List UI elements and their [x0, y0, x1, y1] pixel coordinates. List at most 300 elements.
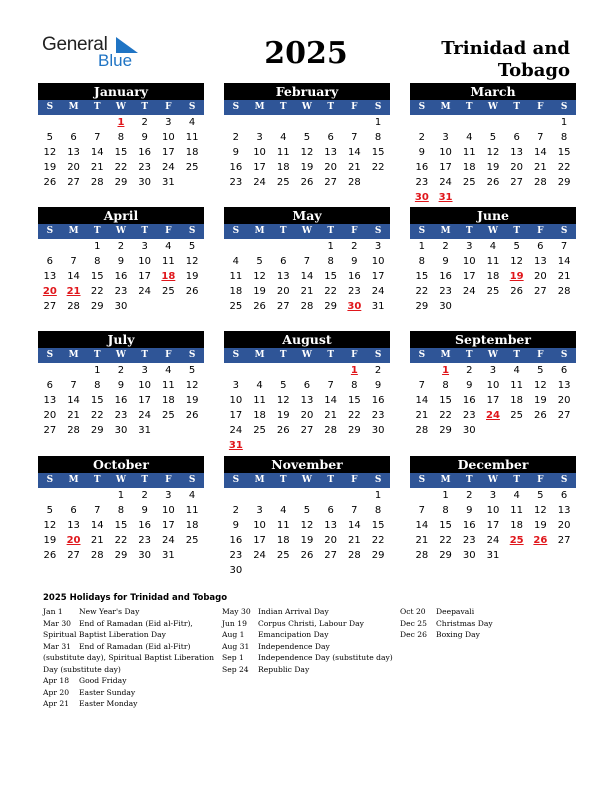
empty-cell	[505, 115, 529, 130]
day-cell: 6	[303, 380, 311, 391]
day-cell: 19	[43, 162, 57, 173]
weekday-label: S	[418, 102, 426, 112]
day-cell: 8	[374, 505, 382, 516]
holiday-entry	[43, 687, 214, 699]
weekday-label: T	[465, 350, 473, 360]
holiday-day: 1	[350, 365, 358, 376]
day-cell: 18	[486, 271, 500, 282]
empty-cell	[224, 488, 248, 503]
day-cell: 10	[486, 380, 500, 391]
weekday-label: M	[254, 350, 265, 360]
day-cell: 13	[67, 147, 80, 158]
holiday-name: Emancipation Day	[258, 630, 329, 639]
weekday-label: M	[68, 475, 79, 485]
day-cell: 2	[466, 365, 473, 376]
day-cell: 13	[43, 271, 57, 282]
day-cell: 21	[67, 410, 80, 421]
day-cell: 1	[374, 117, 382, 128]
day-cell: 5	[537, 490, 544, 501]
weekday-header	[410, 100, 576, 115]
weekday-label: S	[232, 226, 240, 236]
day-cell: 25	[253, 425, 266, 436]
day-grid	[410, 115, 576, 205]
day-cell: 2	[232, 505, 240, 516]
holiday-day: 18	[161, 271, 176, 282]
weekday-label: M	[68, 226, 79, 236]
weekday-label: T	[465, 226, 473, 236]
day-cell: 9	[117, 380, 125, 391]
day-cell: 7	[303, 256, 311, 267]
day-cell: 21	[415, 535, 429, 546]
holiday-date: Mar 30	[43, 618, 72, 628]
day-cell: 25	[276, 177, 290, 188]
weekday-label: T	[465, 475, 473, 485]
month-name: April	[38, 207, 204, 224]
day-cell: 14	[557, 256, 571, 267]
empty-cell	[62, 488, 86, 503]
day-cell: 11	[253, 395, 266, 406]
empty-cell	[38, 363, 62, 378]
day-cell: 10	[229, 395, 243, 406]
weekday-label: T	[93, 226, 101, 236]
day-cell: 17	[439, 162, 452, 173]
day-grid	[224, 115, 390, 190]
empty-cell	[295, 488, 319, 503]
holiday-entry	[222, 629, 393, 641]
month-name: February	[224, 83, 390, 100]
day-cell: 12	[300, 520, 314, 531]
day-cell: 3	[165, 117, 172, 128]
day-cell: 3	[165, 490, 172, 501]
day-cell: 28	[348, 550, 361, 561]
day-cell: 30	[462, 425, 476, 436]
day-cell: 8	[374, 132, 382, 143]
day-cell: 26	[185, 286, 199, 297]
weekday-label: S	[188, 350, 196, 360]
month-name: August	[224, 331, 390, 348]
holiday-day: 1	[442, 365, 450, 376]
day-cell: 3	[141, 365, 148, 376]
day-cell: 17	[138, 395, 152, 406]
holiday-entry	[222, 641, 393, 653]
empty-cell	[295, 363, 319, 378]
day-cell: 14	[67, 395, 80, 406]
day-cell: 12	[486, 147, 500, 158]
day-cell: 14	[90, 520, 104, 531]
holiday-name: Christmas Day	[436, 618, 493, 628]
day-cell: 8	[327, 256, 334, 267]
day-cell: 30	[138, 550, 152, 561]
day-cell: 31	[371, 301, 385, 312]
weekday-label: M	[440, 475, 451, 485]
day-cell: 14	[415, 395, 429, 406]
day-cell: 11	[185, 132, 199, 143]
weekday-label: T	[141, 102, 149, 112]
day-cell: 26	[300, 177, 314, 188]
day-cell: 13	[510, 147, 524, 158]
day-cell: 18	[253, 410, 266, 421]
weekday-label: W	[115, 475, 127, 485]
day-cell: 2	[232, 132, 240, 143]
weekday-label: S	[374, 350, 382, 360]
holiday-entry	[43, 641, 214, 653]
weekday-label: S	[232, 102, 240, 112]
day-cell: 4	[513, 490, 520, 501]
day-cell: 7	[537, 132, 544, 143]
day-cell: 28	[300, 301, 314, 312]
weekday-label: T	[279, 226, 287, 236]
empty-cell	[38, 115, 62, 130]
empty-cell	[434, 115, 458, 130]
day-cell: 25	[185, 535, 199, 546]
day-cell: 25	[462, 177, 476, 188]
weekday-label: W	[115, 102, 127, 112]
day-cell: 16	[348, 271, 361, 282]
day-cell: 28	[415, 550, 429, 561]
day-cell: 19	[300, 162, 314, 173]
day-cell: 20	[67, 162, 80, 173]
day-cell: 24	[462, 286, 476, 297]
day-cell: 1	[418, 241, 426, 252]
weekday-label: M	[254, 102, 265, 112]
empty-cell	[85, 488, 109, 503]
day-cell: 20	[324, 535, 338, 546]
day-cell: 28	[67, 425, 80, 436]
day-cell: 8	[560, 132, 568, 143]
day-cell: 18	[185, 520, 199, 531]
day-cell: 2	[141, 490, 148, 501]
weekday-label: F	[537, 475, 544, 485]
day-cell: 13	[557, 380, 571, 391]
month-march	[410, 83, 576, 205]
weekday-label: F	[351, 226, 358, 236]
weekday-label: M	[440, 350, 451, 360]
day-cell: 14	[67, 271, 80, 282]
day-cell: 5	[537, 365, 544, 376]
day-cell: 11	[510, 380, 524, 391]
day-cell: 9	[232, 520, 240, 531]
weekday-label: F	[165, 475, 172, 485]
day-cell: 24	[439, 177, 452, 188]
holiday-name: Independence Day (substitute day)	[258, 653, 393, 662]
weekday-label: W	[115, 350, 127, 360]
holiday-name: Corpus Christi, Labour Day	[258, 618, 364, 628]
day-cell: 19	[43, 535, 57, 546]
day-cell: 14	[415, 520, 429, 531]
day-cell: 19	[276, 410, 290, 421]
empty-cell	[62, 363, 86, 378]
day-cell: 11	[229, 271, 243, 282]
day-cell: 4	[513, 365, 520, 376]
day-cell: 2	[374, 365, 382, 376]
day-cell: 6	[327, 505, 334, 516]
day-cell: 28	[415, 425, 429, 436]
empty-cell	[224, 239, 248, 254]
day-cell: 21	[534, 162, 547, 173]
month-may	[224, 207, 390, 314]
day-cell: 22	[557, 162, 571, 173]
month-name: January	[38, 83, 204, 100]
holiday-date: Aug 31	[222, 641, 250, 651]
weekday-label: W	[301, 226, 313, 236]
weekday-label: S	[560, 102, 568, 112]
day-cell: 3	[256, 505, 263, 516]
empty-cell	[457, 115, 481, 130]
holiday-date: Sep 1	[222, 653, 244, 662]
weekday-label: W	[487, 475, 499, 485]
holiday-entry	[43, 698, 214, 710]
day-cell: 4	[232, 256, 240, 267]
day-cell: 10	[162, 132, 175, 143]
day-cell: 2	[117, 241, 125, 252]
day-cell: 20	[534, 271, 547, 282]
weekday-label: M	[68, 102, 79, 112]
day-cell: 20	[43, 410, 57, 421]
day-cell: 10	[138, 256, 152, 267]
day-cell: 4	[280, 132, 287, 143]
day-cell: 6	[70, 132, 77, 143]
day-cell: 25	[510, 410, 524, 421]
month-name: November	[224, 456, 390, 473]
day-cell: 14	[534, 147, 547, 158]
day-cell: 14	[348, 147, 361, 158]
day-cell: 10	[371, 256, 385, 267]
day-cell: 2	[117, 365, 125, 376]
day-cell: 13	[324, 147, 338, 158]
day-cell: 7	[327, 380, 334, 391]
day-cell: 6	[560, 365, 568, 376]
day-cell: 3	[141, 241, 148, 252]
holiday-name-continued: (substitute day), Spiritual Baptist Liberation	[43, 653, 214, 662]
day-cell: 9	[141, 505, 148, 516]
day-cell: 12	[276, 395, 290, 406]
weekday-label: F	[537, 350, 544, 360]
day-cell: 15	[557, 147, 571, 158]
weekday-label: F	[537, 226, 544, 236]
holiday-date: May 30	[222, 607, 251, 616]
day-cell: 19	[534, 520, 547, 531]
day-cell: 1	[327, 241, 334, 252]
day-cell: 25	[276, 550, 290, 561]
day-cell: 6	[513, 132, 520, 143]
weekday-header	[38, 100, 204, 115]
day-cell: 28	[534, 177, 547, 188]
weekday-label: T	[327, 226, 335, 236]
day-cell: 10	[162, 505, 175, 516]
day-cell: 16	[114, 271, 128, 282]
month-name: May	[224, 207, 390, 224]
day-cell: 5	[489, 132, 497, 143]
day-cell: 18	[462, 162, 476, 173]
day-cell: 22	[114, 535, 128, 546]
day-cell: 3	[374, 241, 382, 252]
day-cell: 17	[229, 410, 243, 421]
day-cell: 27	[324, 177, 338, 188]
weekday-label: S	[418, 475, 426, 485]
day-cell: 25	[185, 162, 199, 173]
day-cell: 23	[462, 410, 476, 421]
day-cell: 11	[276, 147, 290, 158]
day-cell: 8	[94, 380, 101, 391]
day-cell: 27	[324, 550, 338, 561]
day-cell: 3	[489, 490, 497, 501]
weekday-label: T	[327, 102, 335, 112]
month-name: December	[410, 456, 576, 473]
day-cell: 27	[510, 177, 524, 188]
holiday-entry	[400, 606, 493, 618]
day-cell: 7	[351, 505, 358, 516]
holiday-name: New Year's Day	[79, 607, 140, 616]
day-cell: 8	[117, 505, 125, 516]
day-cell: 26	[43, 550, 57, 561]
day-cell: 6	[70, 505, 77, 516]
day-cell: 27	[67, 177, 80, 188]
day-cell: 18	[185, 147, 199, 158]
day-cell: 13	[276, 271, 290, 282]
day-cell: 18	[276, 162, 290, 173]
day-cell: 13	[324, 520, 338, 531]
logo-blue-text: Blue	[98, 51, 133, 70]
day-cell: 16	[371, 395, 385, 406]
weekday-label: M	[254, 226, 265, 236]
empty-cell	[319, 488, 343, 503]
day-cell: 8	[351, 380, 358, 391]
day-cell: 27	[43, 425, 57, 436]
day-cell: 16	[462, 520, 476, 531]
empty-cell	[62, 115, 86, 130]
empty-cell	[248, 363, 272, 378]
holiday-day: 1	[117, 117, 125, 128]
day-cell: 10	[439, 147, 452, 158]
day-cell: 26	[276, 425, 290, 436]
day-cell: 29	[348, 425, 361, 436]
weekday-label: M	[440, 226, 451, 236]
empty-cell	[343, 488, 367, 503]
empty-cell	[85, 115, 109, 130]
day-cell: 7	[351, 132, 358, 143]
day-cell: 4	[188, 117, 196, 128]
weekday-header	[38, 224, 204, 239]
weekday-label: S	[188, 102, 196, 112]
weekday-label: M	[440, 102, 451, 112]
day-cell: 11	[185, 505, 199, 516]
day-cell: 4	[256, 380, 263, 391]
day-cell: 24	[371, 286, 385, 297]
day-cell: 28	[90, 177, 104, 188]
month-april	[38, 207, 204, 314]
weekday-label: T	[465, 102, 473, 112]
day-cell: 12	[43, 520, 57, 531]
day-cell: 15	[324, 271, 338, 282]
holiday-entry	[400, 629, 493, 641]
day-cell: 1	[94, 365, 101, 376]
holiday-day: 26	[533, 535, 548, 546]
holiday-entry	[400, 618, 493, 630]
day-cell: 30	[138, 177, 152, 188]
day-cell: 3	[256, 132, 263, 143]
day-cell: 6	[280, 256, 287, 267]
day-cell: 29	[90, 301, 104, 312]
day-cell: 17	[162, 520, 175, 531]
day-cell: 22	[439, 410, 452, 421]
empty-cell	[410, 363, 434, 378]
day-cell: 2	[351, 241, 358, 252]
day-cell: 7	[70, 380, 77, 391]
holiday-name: Easter Monday	[79, 699, 138, 708]
holiday-date: Jun 19	[222, 618, 247, 628]
weekday-label: T	[93, 350, 101, 360]
holiday-name: Boxing Day	[436, 630, 480, 639]
day-cell: 24	[486, 535, 500, 546]
day-cell: 6	[537, 241, 544, 252]
day-cell: 20	[557, 395, 571, 406]
holidays-title: 2025 Holidays for Trinidad and Tobago	[43, 593, 228, 603]
weekday-label: M	[68, 350, 79, 360]
day-cell: 15	[371, 520, 385, 531]
day-cell: 11	[486, 256, 500, 267]
day-cell: 31	[138, 425, 152, 436]
holiday-date: Mar 31	[43, 641, 72, 651]
day-cell: 5	[46, 132, 54, 143]
holiday-entry	[222, 664, 393, 676]
day-cell: 2	[418, 132, 426, 143]
day-cell: 23	[462, 535, 476, 546]
day-cell: 9	[351, 256, 358, 267]
day-cell: 4	[280, 505, 287, 516]
empty-cell	[481, 115, 505, 130]
weekday-label: T	[513, 102, 521, 112]
day-cell: 17	[371, 271, 385, 282]
day-cell: 17	[162, 147, 175, 158]
day-cell: 19	[300, 535, 314, 546]
day-cell: 8	[418, 256, 426, 267]
day-cell: 5	[188, 365, 196, 376]
day-cell: 25	[162, 410, 175, 421]
day-cell: 13	[534, 256, 547, 267]
day-cell: 8	[442, 505, 449, 516]
day-cell: 6	[560, 490, 568, 501]
day-cell: 29	[415, 301, 429, 312]
weekday-header	[224, 473, 390, 488]
weekday-label: S	[232, 475, 240, 485]
day-cell: 6	[46, 380, 54, 391]
holiday-column	[43, 606, 214, 710]
day-cell: 19	[185, 395, 199, 406]
day-cell: 22	[90, 410, 104, 421]
day-cell: 13	[43, 395, 57, 406]
day-cell: 26	[253, 301, 266, 312]
day-cell: 29	[439, 550, 452, 561]
holiday-date: Dec 25	[400, 618, 427, 628]
day-cell: 9	[442, 256, 449, 267]
weekday-label: S	[418, 226, 426, 236]
weekday-label: S	[418, 350, 426, 360]
day-cell: 1	[94, 241, 101, 252]
weekday-label: F	[165, 350, 172, 360]
holiday-name: Easter Sunday	[79, 687, 136, 697]
day-cell: 12	[185, 256, 199, 267]
day-cell: 31	[486, 550, 500, 561]
holiday-day: 25	[509, 535, 524, 546]
weekday-label: W	[487, 102, 499, 112]
weekday-label: T	[93, 102, 101, 112]
day-cell: 11	[276, 520, 290, 531]
empty-cell	[38, 488, 62, 503]
day-cell: 18	[510, 395, 524, 406]
day-cell: 22	[324, 286, 338, 297]
weekday-label: W	[487, 226, 499, 236]
empty-cell	[248, 488, 272, 503]
